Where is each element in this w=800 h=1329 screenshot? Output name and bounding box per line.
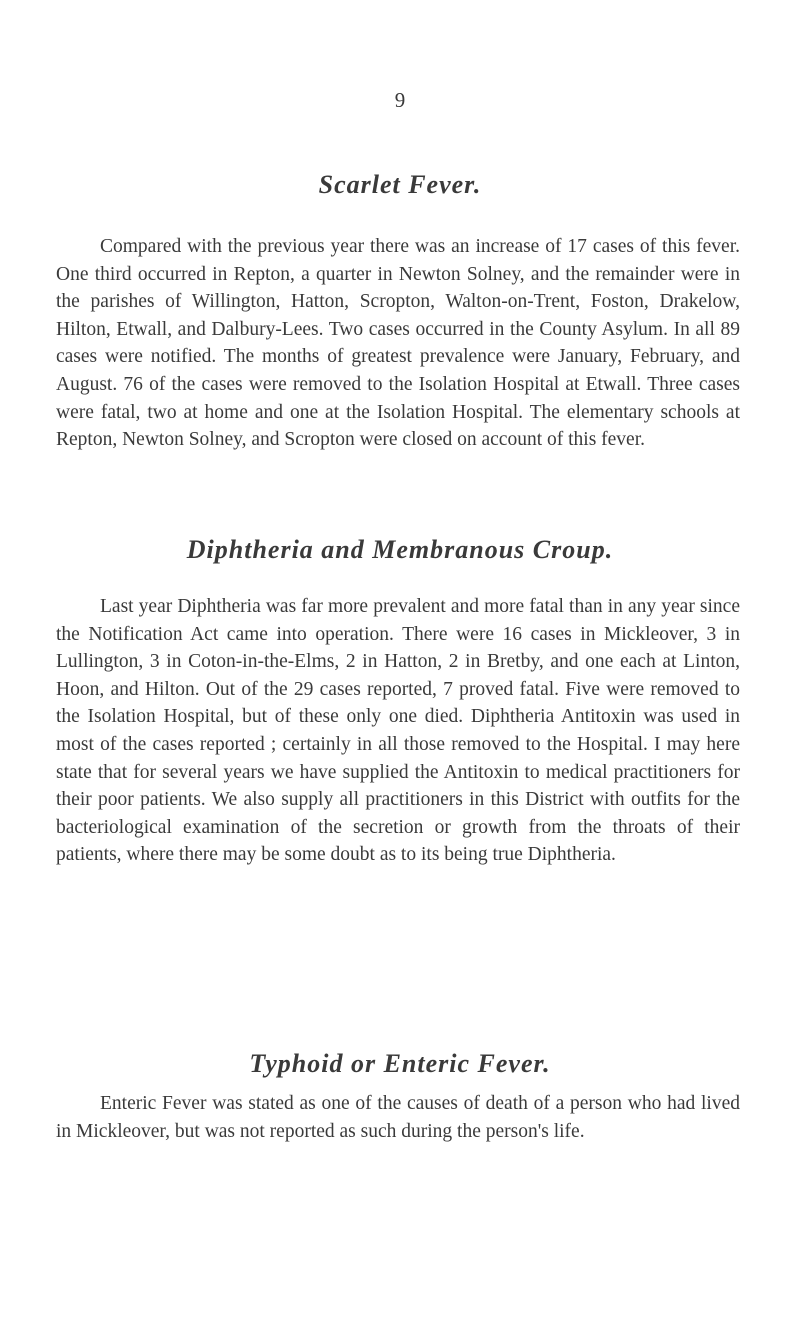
paragraph-typhoid: Enteric Fever was stated as one of the causes of death of a person who had lived in Mickleover, but was not reported as such during the person's life. bbox=[56, 1093, 740, 1142]
page-number: 9 bbox=[394, 88, 406, 112]
section-title-typhoid: Typhoid or Enteric Fever. bbox=[249, 1048, 551, 1078]
section-title-scarlet-fever: Scarlet Fever. bbox=[318, 169, 482, 199]
paragraph-scarlet-fever: Compared with the previous year there was an increase of 17 cases of this fever. One third occurred in Repton, a quarter in Newton Solney, and the remainder were in the parishes of Willington, Hatton, Scropton, Walton-on-Trent, Foston, Drakelow, Hilton, Etwall, and Dalbury-Lees. Two cases occurred in the County Asylum. In all 89 cases were notified. The months of greatest prevalence were January, February, and August. 76 of the cases were removed to the Isolation Hospital at Etwall. Three cases were fatal, two at home and one at the Isolation Hospital. The elementary schools at Repton, Newton Solney, and Scropton were closed on account of this fever. bbox=[56, 236, 740, 451]
section-title-diphtheria: Diphtheria and Membranous Croup. bbox=[186, 534, 614, 564]
paragraph-diphtheria: Last year Diphtheria was far more prevalent and more fatal than in any year since the Notification Act came into operation. There were 16 cases in Mickleover, 3 in Lullington, 3 in Coton-in-the-Elms, 2 in Hatton, 2 in Bretby, and one each at Linton, Hoon, and Hilton. Out of the 29 cases reported, 7 proved fatal. Five were removed to the Isolation Hospital, but of these only one died. Diphtheria Antitoxin was used in most of the cases reported ; certainly in all those removed to the Hospital. I may here state that for several years we have supplied the Antitoxin to medical practitioners for their poor patients. We also supply all practitioners in this District with outfits for the bacteriological examination of the secretion or growth from the throats of their patients, where there may be some doubt as to its being true Diphtheria. bbox=[56, 596, 740, 866]
